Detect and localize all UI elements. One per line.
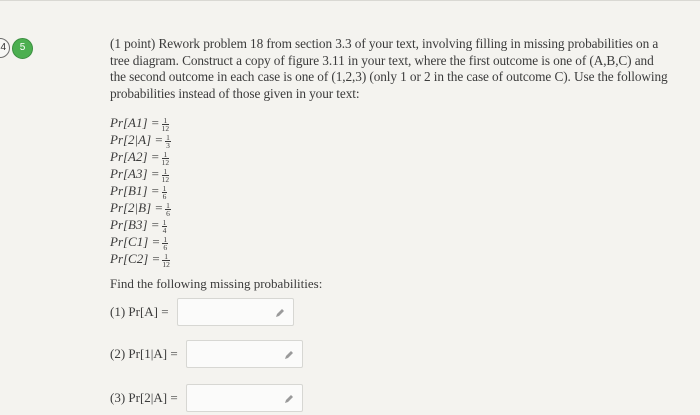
given-prob-6	[110, 216, 670, 233]
question-1-label: (1) Pr[A] =	[110, 304, 169, 319]
prob-label: Pr[A2] =	[110, 149, 160, 164]
prob-label: Pr[2|A] =	[110, 132, 164, 147]
given-prob-0	[110, 114, 670, 131]
prob-label: Pr[C1] =	[110, 234, 161, 249]
problem-statement: (1 point) Rework problem 18 from section 3.3 of your text, involving filling in missing probabilities on a tree diagram. Construct a copy of figure 3.11 in your text, where the first outcome is one of (A,B,C) and the second outcome in each case is one of (1,2,3) (only 1 or 2 in the case of outcome C). Use the following probabilities instead of those given in your text:	[110, 36, 668, 101]
answer-input-1[interactable]	[177, 298, 294, 326]
pencil-icon	[284, 350, 294, 360]
fraction: $\frac{1}{12}$	[161, 166, 170, 184]
problem-content	[110, 36, 670, 292]
fraction: $\frac{1}{12}$	[162, 251, 170, 269]
problem-5-badge[interactable]: 5	[12, 38, 33, 59]
prob-label: Pr[A1] =	[110, 115, 160, 130]
question-3-label: (3) Pr[2|A] =	[110, 390, 178, 405]
given-prob-8	[110, 250, 670, 267]
fraction: $\frac{1}{3}$	[166, 132, 170, 150]
given-prob-4	[110, 182, 670, 199]
fraction: $\frac{1}{12}$	[161, 115, 170, 133]
prob-label: Pr[A3] =	[110, 166, 160, 181]
fraction: $\frac{1}{6}$	[162, 183, 167, 201]
given-prob-7	[110, 233, 670, 250]
fraction: $\frac{1}{6}$	[163, 234, 168, 252]
find-instructions: Find the following missing probabilities:	[110, 276, 323, 291]
top-divider	[0, 0, 700, 1]
given-probabilities	[110, 114, 670, 267]
question-2-label: (2) Pr[1|A] =	[110, 346, 178, 361]
fraction: $\frac{1}{6}$	[166, 200, 170, 218]
fraction: $\frac{1}{4}$	[162, 217, 167, 235]
problem-4-badge[interactable]: 4	[0, 38, 10, 58]
answer-input-3[interactable]	[186, 384, 303, 412]
prob-label: Pr[B3] =	[110, 217, 160, 232]
fraction: $\frac{1}{12}$	[161, 149, 170, 167]
given-prob-2	[110, 148, 670, 165]
prob-label: Pr[C2] =	[110, 251, 161, 266]
pencil-icon	[275, 308, 285, 318]
pencil-icon	[284, 394, 294, 404]
problem-nav	[0, 38, 40, 58]
given-prob-1	[110, 131, 670, 148]
given-prob-5	[110, 199, 670, 216]
prob-label: Pr[B1] =	[110, 183, 160, 198]
answer-input-2[interactable]	[186, 340, 303, 368]
given-prob-3	[110, 165, 670, 182]
prob-label: Pr[2|B] =	[110, 200, 164, 215]
